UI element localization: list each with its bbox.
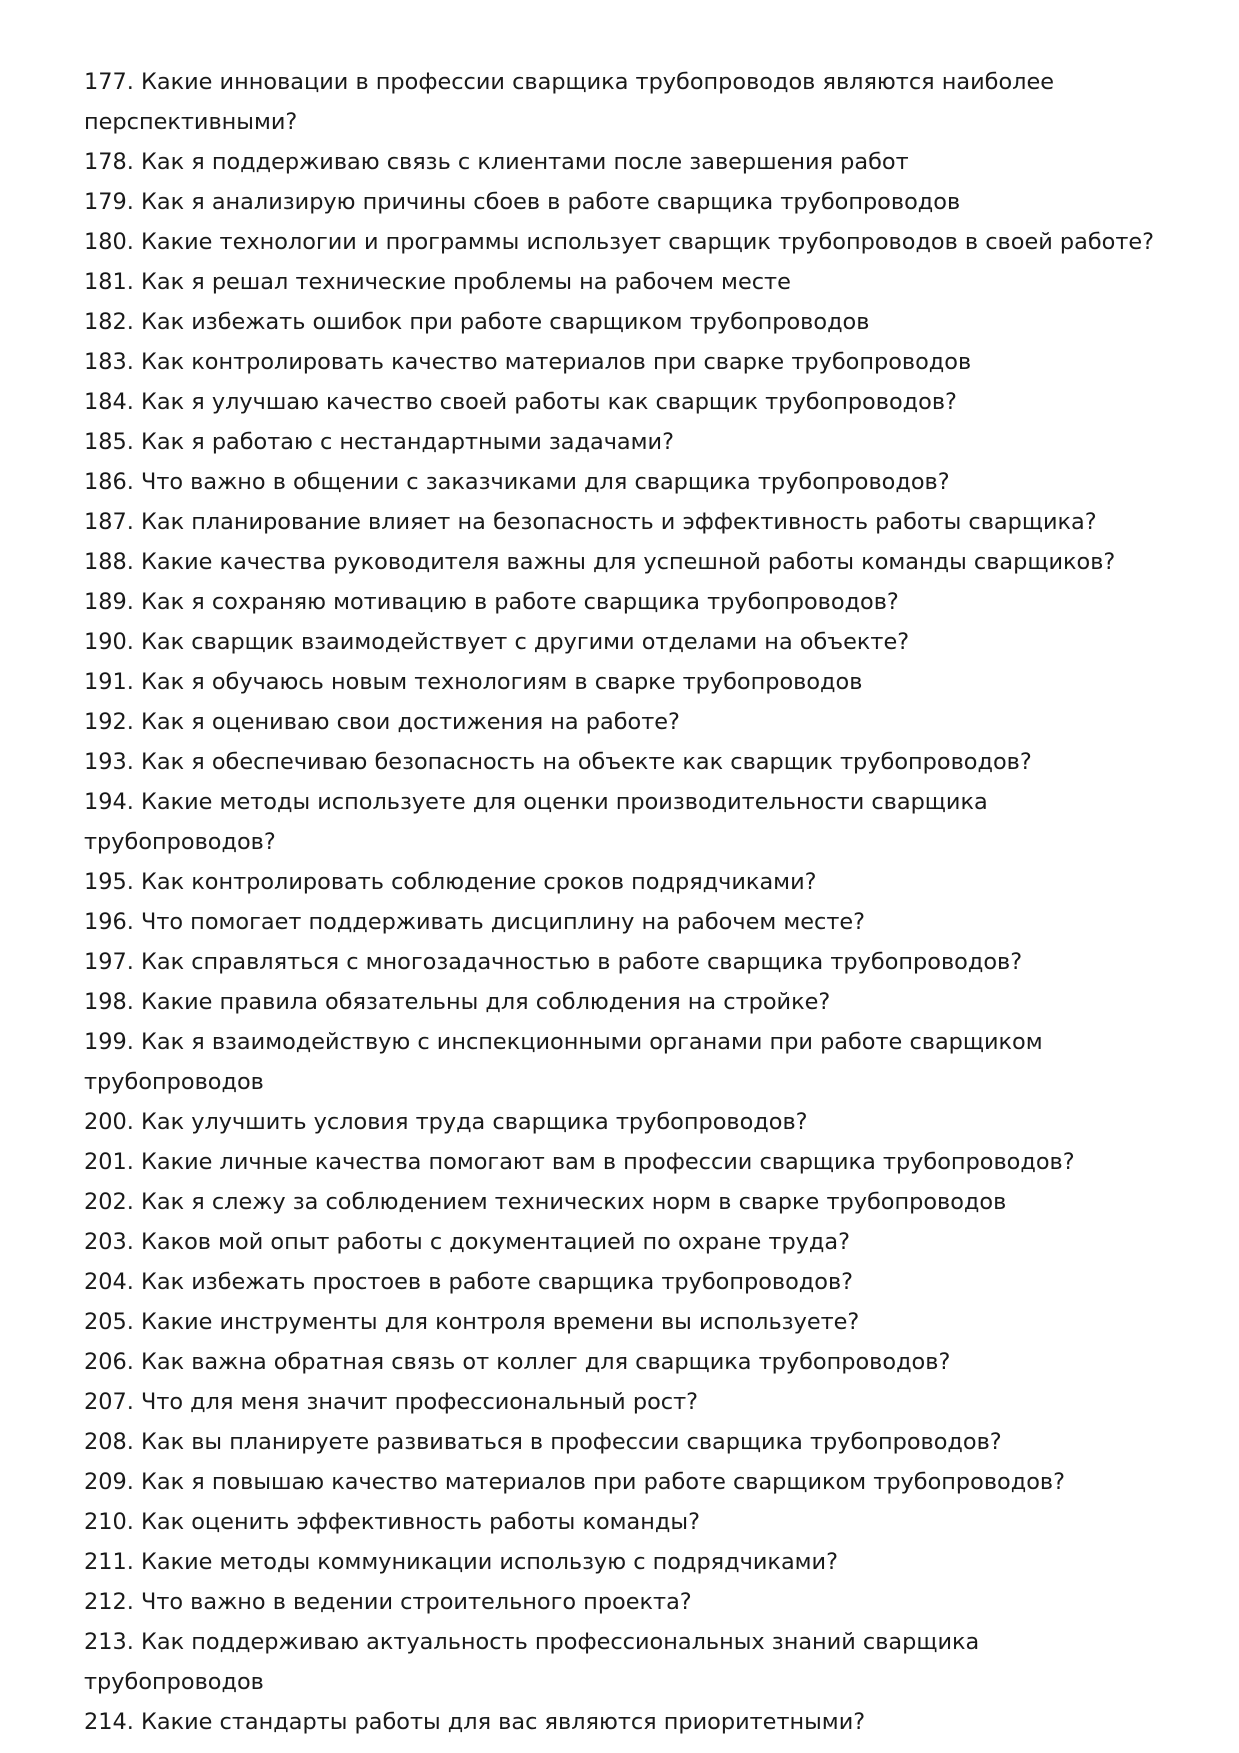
question-item: 212. Что важно в ведении строительного проекта?: [84, 1589, 692, 1615]
question-item: 182. Как избежать ошибок при работе сварщиком трубопроводов: [84, 309, 870, 335]
question-item: 187. Как планирование влияет на безопасность и эффективность работы сварщика?: [84, 509, 1097, 535]
question-item: 199. Как я взаимодействую с инспекционными органами при работе сварщиком трубопроводов: [84, 1029, 1043, 1095]
question-item: 192. Как я оцениваю свои достижения на работе?: [84, 709, 680, 735]
question-item: 203. Каков мой опыт работы с документацией по охране труда?: [84, 1229, 850, 1255]
question-item: 191. Как я обучаюсь новым технологиям в сварке трубопроводов: [84, 669, 863, 695]
question-item: 179. Как я анализирую причины сбоев в работе сварщика трубопроводов: [84, 189, 961, 215]
question-item: 196. Что помогает поддерживать дисциплину на рабочем месте?: [84, 909, 866, 935]
question-item: 200. Как улучшить условия труда сварщика трубопроводов?: [84, 1109, 808, 1135]
question-item: 188. Какие качества руководителя важны для успешной работы команды сварщиков?: [84, 549, 1116, 575]
question-item: 202. Как я слежу за соблюдением технических норм в сварке трубопроводов: [84, 1189, 1007, 1215]
question-item: 178. Как я поддерживаю связь с клиентами после завершения работ: [84, 149, 909, 175]
question-item: 193. Как я обеспечиваю безопасность на объекте как сварщик трубопроводов?: [84, 749, 1032, 775]
question-item: 185. Как я работаю с нестандартными задачами?: [84, 429, 674, 455]
question-item: 213. Как поддерживаю актуальность профессиональных знаний сварщика трубопроводов: [84, 1629, 980, 1695]
question-item: 204. Как избежать простоев в работе сварщика трубопроводов?: [84, 1269, 854, 1295]
question-item: 190. Как сварщик взаимодействует с другими отделами на объекте?: [84, 629, 910, 655]
question-item: 195. Как контролировать соблюдение сроков подрядчиками?: [84, 869, 817, 895]
question-item: 177. Какие инновации в профессии сварщика трубопроводов являются наиболее перспективными?: [84, 69, 1055, 135]
question-item: 214. Какие стандарты работы для вас являются приоритетными?: [84, 1709, 866, 1735]
question-item: 180. Какие технологии и программы использует сварщик трубопроводов в своей работе?: [84, 229, 1155, 255]
question-item: 209. Как я повышаю качество материалов при работе сварщиком трубопроводов?: [84, 1469, 1065, 1495]
question-item: 189. Как я сохраняю мотивацию в работе сварщика трубопроводов?: [84, 589, 899, 615]
question-item: 184. Как я улучшаю качество своей работы как сварщик трубопроводов?: [84, 389, 957, 415]
question-item: 183. Как контролировать качество материалов при сварке трубопроводов: [84, 349, 972, 375]
question-item: 206. Как важна обратная связь от коллег для сварщика трубопроводов?: [84, 1349, 951, 1375]
question-item: 205. Какие инструменты для контроля времени вы используете?: [84, 1309, 860, 1335]
question-list: [84, 62, 1164, 1742]
question-item: 198. Какие правила обязательны для соблюдения на стройке?: [84, 989, 831, 1015]
question-item: 207. Что для меня значит профессиональный рост?: [84, 1389, 699, 1415]
question-item: 186. Что важно в общении с заказчиками для сварщика трубопроводов?: [84, 469, 950, 495]
question-item: 211. Какие методы коммуникации использую с подрядчиками?: [84, 1549, 838, 1575]
question-item: 208. Как вы планируете развиваться в профессии сварщика трубопроводов?: [84, 1429, 1002, 1455]
question-item: 210. Как оценить эффективность работы команды?: [84, 1509, 700, 1535]
question-item: 201. Какие личные качества помогают вам в профессии сварщика трубопроводов?: [84, 1149, 1075, 1175]
question-item: 181. Как я решал технические проблемы на рабочем месте: [84, 269, 791, 295]
question-item: 194. Какие методы используете для оценки производительности сварщика трубопроводов?: [84, 789, 988, 855]
question-item: 197. Как справляться с многозадачностью в работе сварщика трубопроводов?: [84, 949, 1023, 975]
